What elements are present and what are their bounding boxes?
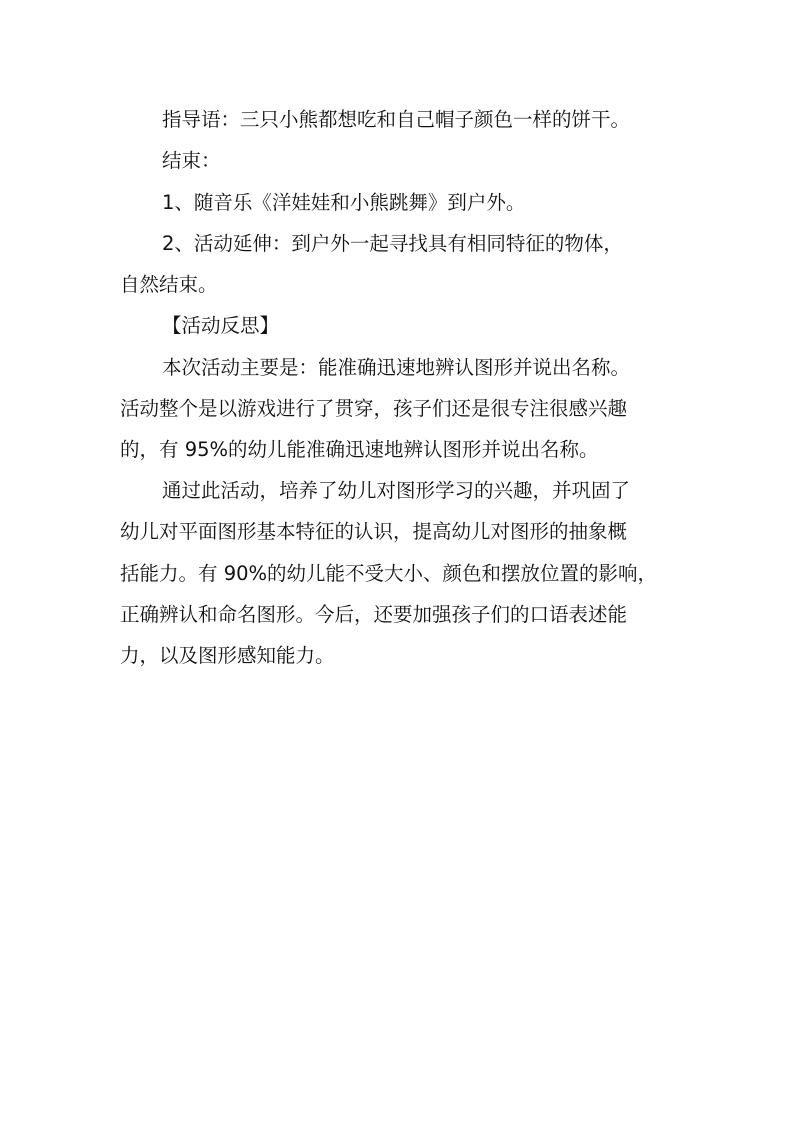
paragraph-line: 正确辨认和命名图形。今后，还要加强孩子们的口语表述能 bbox=[120, 603, 628, 626]
paragraph-line: 括能力。有 90%的幼儿能不受大小、颜色和摆放位置的影响， bbox=[120, 562, 658, 585]
section-heading-reflection: 【活动反思】 bbox=[162, 314, 280, 337]
paragraph-line: 幼儿对平面图形基本特征的认识，提高幼儿对图形的抽象概 bbox=[120, 520, 628, 543]
paragraph-line: 本次活动主要是：能准确迅速地辨认图形并说出名称。 bbox=[162, 356, 631, 379]
paragraph-line: 的，有 95%的幼儿能准确迅速地辨认图形并说出名称。 bbox=[120, 438, 599, 461]
paragraph-line: 自然结束。 bbox=[120, 273, 218, 296]
paragraph-line: 活动整个是以游戏进行了贯穿，孩子们还是很专注很感兴趣 bbox=[120, 397, 628, 420]
section-heading-end: 结束： bbox=[162, 149, 221, 172]
paragraph-line: 力，以及图形感知能力。 bbox=[120, 644, 335, 667]
list-item-1: 1、随音乐《洋娃娃和小熊跳舞》到户外。 bbox=[162, 191, 526, 214]
paragraph-line: 指导语：三只小熊都想吃和自己帽子颜色一样的饼干。 bbox=[162, 108, 631, 131]
list-item-2: 2、活动延伸：到户外一起寻找具有相同特征的物体， bbox=[162, 232, 623, 255]
paragraph-line: 通过此活动，培养了幼儿对图形学习的兴趣，并巩固了 bbox=[162, 479, 631, 502]
